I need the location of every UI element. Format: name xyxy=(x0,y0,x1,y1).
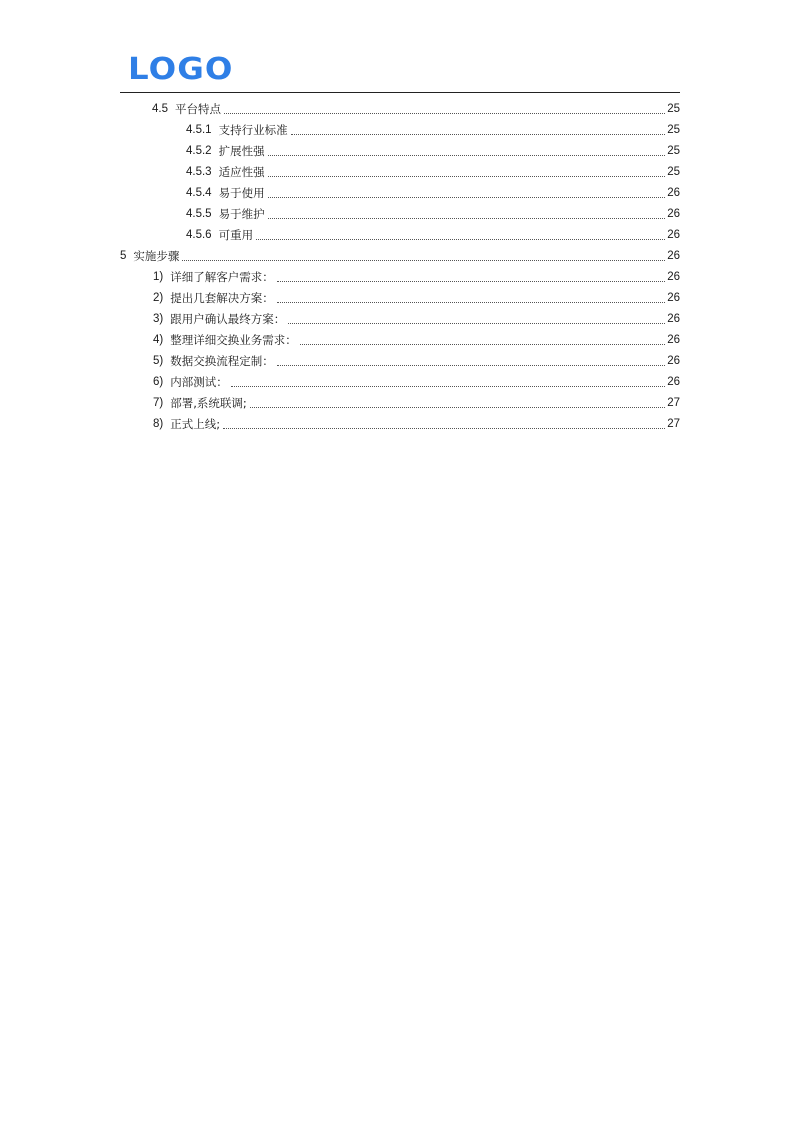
toc-dot-leader xyxy=(277,281,665,282)
toc-entry-title: 内部测试： xyxy=(170,375,228,389)
toc-entry[interactable] xyxy=(120,288,680,309)
toc-entry-page-number: 26 xyxy=(667,208,680,220)
toc-entry[interactable] xyxy=(120,204,680,225)
toc-entry-number: 4.5 xyxy=(152,103,168,115)
toc-entry-page-number: 25 xyxy=(667,103,680,115)
toc-entry[interactable] xyxy=(120,162,680,183)
toc-entry-page-number: 26 xyxy=(667,313,680,325)
toc-dot-leader xyxy=(268,176,666,177)
toc-entry-number: 4) xyxy=(153,334,164,346)
toc-dot-leader xyxy=(182,260,665,261)
toc-dot-leader xyxy=(256,239,665,240)
toc-entry-number: 3) xyxy=(153,313,164,325)
toc-dot-leader xyxy=(224,113,665,114)
toc-entry-number: 6) xyxy=(153,376,164,388)
toc-entry-page-number: 26 xyxy=(667,355,680,367)
toc-entry-title: 支持行业标准 xyxy=(218,123,288,137)
toc-entry-title: 平台特点 xyxy=(175,102,221,116)
toc-dot-leader xyxy=(268,197,666,198)
toc-dot-leader xyxy=(250,407,665,408)
toc-dot-leader xyxy=(291,134,666,135)
toc-entry-number: 4.5.3 xyxy=(186,166,212,178)
toc-entry-title: 数据交换流程定制： xyxy=(170,354,274,368)
toc-entry-page-number: 27 xyxy=(667,418,680,430)
toc-entry-number: 7) xyxy=(153,397,164,409)
toc-entry-number: 4.5.4 xyxy=(186,187,212,199)
toc-entry[interactable] xyxy=(120,99,680,120)
toc-dot-leader xyxy=(231,386,665,387)
toc-entry-number: 5) xyxy=(153,355,164,367)
toc-entry[interactable] xyxy=(120,141,680,162)
toc-dot-leader xyxy=(223,428,665,429)
toc-entry-title: 扩展性强 xyxy=(218,144,265,158)
toc-entry-number: 1) xyxy=(153,271,164,283)
toc-entry-title: 实施步骤 xyxy=(133,249,180,263)
toc-entry-page-number: 26 xyxy=(667,292,680,304)
toc-entry[interactable] xyxy=(120,372,680,393)
toc-entry[interactable] xyxy=(120,183,680,204)
logo: LOGO xyxy=(128,52,234,87)
toc-dot-leader xyxy=(288,323,665,324)
toc-entry-page-number: 25 xyxy=(667,124,680,136)
toc-entry-page-number: 26 xyxy=(667,334,680,346)
toc-entry-page-number: 27 xyxy=(667,397,680,409)
toc-entry[interactable] xyxy=(120,309,680,330)
toc-entry-number: 4.5.6 xyxy=(186,229,212,241)
toc-entry-number: 8) xyxy=(153,418,164,430)
table-of-contents xyxy=(120,99,680,435)
toc-entry-title: 详细了解客户需求： xyxy=(170,270,274,284)
toc-entry-page-number: 26 xyxy=(667,376,680,388)
toc-entry[interactable] xyxy=(120,225,680,246)
toc-entry-number: 5 xyxy=(120,250,127,262)
toc-dot-leader xyxy=(277,302,665,303)
toc-entry-title: 易于维护 xyxy=(218,207,265,221)
toc-entry-number: 2) xyxy=(153,292,164,304)
toc-entry-title: 跟用户确认最终方案： xyxy=(170,312,286,326)
toc-entry[interactable] xyxy=(120,351,680,372)
toc-entry-title: 正式上线; xyxy=(170,417,221,431)
toc-entry-title: 提出几套解决方案： xyxy=(170,291,274,305)
toc-entry-title: 可重用 xyxy=(218,228,254,242)
toc-entry[interactable] xyxy=(120,393,680,414)
toc-entry[interactable] xyxy=(120,330,680,351)
toc-entry-page-number: 26 xyxy=(667,271,680,283)
toc-entry-page-number: 26 xyxy=(667,187,680,199)
toc-entry-page-number: 26 xyxy=(667,229,680,241)
toc-entry-number: 4.5.5 xyxy=(186,208,212,220)
toc-entry[interactable] xyxy=(120,246,680,267)
toc-entry-page-number: 25 xyxy=(667,166,680,178)
toc-entry-number: 4.5.2 xyxy=(186,145,212,157)
toc-entry-page-number: 25 xyxy=(667,145,680,157)
toc-entry[interactable] xyxy=(120,267,680,288)
toc-entry-number: 4.5.1 xyxy=(186,124,212,136)
toc-dot-leader xyxy=(268,218,666,219)
toc-entry-title: 部署,系统联调; xyxy=(170,396,247,410)
toc-entry[interactable] xyxy=(120,414,680,435)
toc-dot-leader xyxy=(268,155,666,156)
toc-entry-title: 适应性强 xyxy=(218,165,265,179)
toc-dot-leader xyxy=(277,365,665,366)
toc-entry[interactable] xyxy=(120,120,680,141)
toc-entry-page-number: 26 xyxy=(667,250,680,262)
toc-entry-title: 整理详细交换业务需求： xyxy=(170,333,297,347)
page-header xyxy=(120,52,680,93)
toc-dot-leader xyxy=(300,344,665,345)
toc-entry-title: 易于使用 xyxy=(218,186,265,200)
